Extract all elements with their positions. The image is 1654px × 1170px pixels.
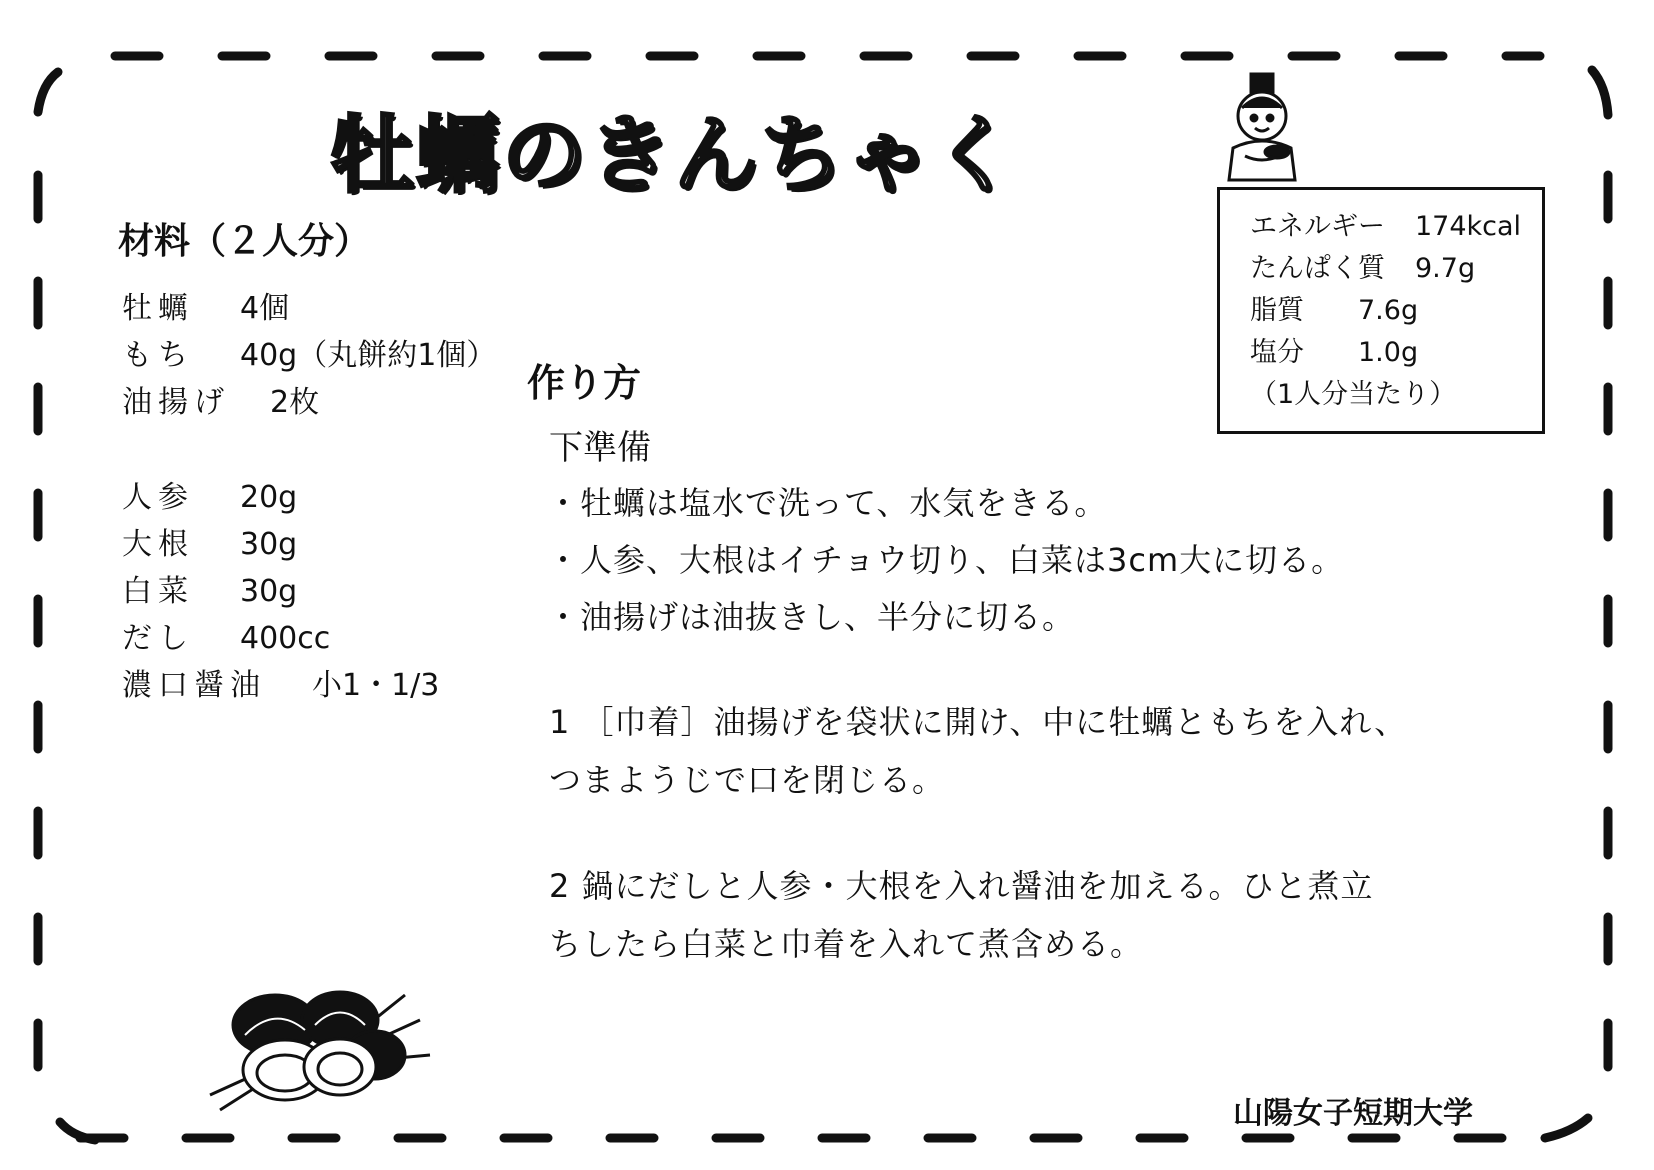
prep-item: ・油揚げは油抜きし、半分に切る。 (547, 598, 1076, 636)
step-line: 1 ［巾着］油揚げを袋状に開け、中に牡蠣ともちを入れ、 (549, 703, 1408, 741)
nutrition-row (1250, 206, 1542, 248)
nutrition-row (1250, 332, 1542, 374)
ingredient-row (122, 474, 496, 521)
nutrition-label: 塩分 (1250, 337, 1304, 368)
nutrition-row (1250, 248, 1542, 290)
ingredient-name: 濃口醤油 (122, 668, 266, 703)
chef-mascot-icon (1215, 68, 1315, 188)
ingredient-name: 人参 (122, 480, 194, 515)
nutrition-value: 7.6g (1358, 295, 1419, 326)
prep-list (547, 475, 1344, 646)
ingredient-name: 牡蠣 (122, 291, 194, 326)
recipe-title: 牡蠣のきんちゃく (330, 106, 1019, 204)
ingredient-row (122, 332, 496, 379)
ingredient-amount: 400cc (240, 621, 331, 656)
ingredient-row (122, 285, 496, 332)
ingredient-name: もち (122, 338, 194, 373)
nutrition-note: （1人分当たり） (1250, 379, 1457, 410)
prep-item: ・人参、大根はイチョウ切り、白菜は3cm大に切る。 (547, 541, 1345, 579)
nutrition-label: たんぱく質 (1250, 253, 1385, 284)
prep-heading: 下準備 (549, 428, 651, 468)
ingredients-list (122, 285, 496, 709)
ingredient-name: 白菜 (122, 574, 194, 609)
ingredient-row (122, 568, 496, 615)
ingredient-name: だし (122, 621, 194, 656)
method-step-2 (549, 857, 1374, 973)
nutrition-row (1250, 290, 1542, 332)
ingredient-row (122, 521, 496, 568)
ingredient-name: 油揚げ (122, 385, 230, 420)
ingredient-amount: 30g (240, 574, 298, 609)
ingredient-row (122, 615, 496, 662)
nutrition-value: 9.7g (1415, 253, 1476, 284)
oysters-icon (205, 975, 435, 1115)
prep-item: ・牡蠣は塩水で洗って、水気をきる。 (547, 484, 1108, 522)
ingredient-amount: 30g (240, 527, 298, 562)
nutrition-value: 174kcal (1415, 211, 1522, 242)
nutrition-label: エネルギー (1250, 211, 1385, 242)
step-line: 2 鍋にだしと人参・大根を入れ醤油を加える。ひと煮立 (549, 867, 1374, 905)
nutrition-label: 脂質 (1250, 295, 1304, 326)
footer-institution: 山陽女子短期大学 (1233, 1096, 1473, 1131)
step-line: つまようじで口を閉じる。 (549, 761, 946, 799)
method-heading: 作り方 (527, 361, 642, 405)
step-line: ちしたら白菜と巾着を入れて煮含める。 (549, 925, 1144, 963)
ingredient-amount: 40g（丸餅約1個） (240, 338, 497, 373)
ingredient-amount: 小1・1/3 (312, 668, 440, 703)
ingredients-heading: 材料（２人分） (118, 221, 371, 262)
ingredient-name: 大根 (122, 527, 194, 562)
nutrition-box (1217, 187, 1545, 434)
nutrition-value: 1.0g (1358, 337, 1419, 368)
ingredient-amount: 2枚 (270, 385, 320, 420)
ingredient-row (122, 379, 496, 426)
method-step-1 (549, 693, 1407, 809)
ingredient-row (122, 662, 496, 709)
ingredient-amount: 4個 (240, 291, 290, 326)
ingredient-amount: 20g (240, 480, 298, 515)
